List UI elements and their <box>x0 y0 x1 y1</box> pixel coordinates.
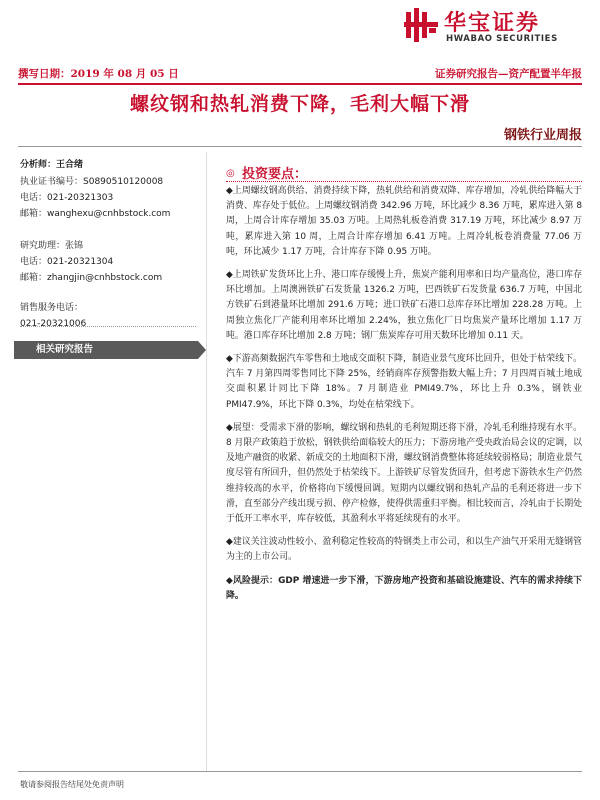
analyst-license: 执业证书编号：S0890510120008 <box>20 177 164 187</box>
sales-phone: 021-20321006 <box>20 319 87 329</box>
risk-warning: ◆风险提示：GDP 增速进一步下滑，下游房地产投资和基础设施建设、汽车的需求持续下降。 <box>226 575 582 601</box>
disclaimer-note: 敬请参阅报告结尾处免责声明 <box>20 780 124 789</box>
brand-name-cn: 华宝证券 <box>444 10 541 36</box>
report-type: 证券研究报告—资产配置半年报 <box>435 68 582 80</box>
analyst-label: 分析师： <box>20 160 57 170</box>
investment-points-heading: 投资要点： <box>242 167 308 182</box>
sidebar-divider <box>20 326 196 327</box>
assistant-name: 研究助理：张锦 <box>20 241 84 251</box>
report-date: 撰写日期：2019 年 08 月 05 日 <box>18 68 179 80</box>
title-divider <box>18 146 582 147</box>
footer-divider <box>18 771 582 772</box>
page-subtitle: 钢铁行业周报 <box>503 128 582 143</box>
investment-points <box>226 184 582 612</box>
brand-name-en: HWABAO SECURITIES <box>446 34 558 44</box>
heading-divider <box>226 181 582 182</box>
related-reports-tab[interactable]: 相关研究报告 <box>14 341 198 359</box>
point-paragraph: ◆上周螺纹钢高供给、消费持续下降，热轧供给和消费双降、库存增加，冷轧供给降幅大于消费、库存处于低位。上周螺纹钢消费 342.96 万吨，环比减少 8.36 万吨，累库进入第 8 周，上周合计库存增加 35.03 万吨。上周热轧板卷消费 317.19 万吨，环比减少 8.97 万吨，累库进入第 10 周，上周合计库存增加 6.41 万吨。上周冷轧板卷消费量 77.06 万吨，环比减少 1.17 万吨，合计库存下降 0.95 万吨。 <box>226 186 582 257</box>
assistant-email[interactable]: 邮箱：zhangjin@cnhbstock.com <box>20 273 163 283</box>
assistant-phone: 电话：021-20321304 <box>20 257 114 267</box>
point-paragraph: ◆上周铁矿发货环比上升、港口库存缓慢上升，焦炭产能利用率和日均产量高位，港口库存环比增加。上周澳洲铁矿石发货量 1326.2 万吨，巴西铁矿石发货量 636.7 万吨，中国北方铁矿石到港量环比增加 291.6 万吨；进口铁矿石港口总库存环比增加 228.28 万吨。上周独立焦化厂产能利用率环比增加 2.24%，独立焦化厂日均焦炭产量环比增加 1.17 万吨。港口库存环比增加 2.8 万吨；钢厂焦炭库存可用天数环比增加 0.11 天。 <box>226 270 582 341</box>
target-icon: ◎ <box>226 168 235 179</box>
page-title: 螺纹钢和热轧消费下降，毛利大幅下滑 <box>129 93 470 115</box>
analyst-name: 王合绪 <box>56 160 84 170</box>
analyst-line <box>20 158 196 173</box>
analyst-email[interactable]: 邮箱：wanghexu@cnhbstock.com <box>20 209 171 219</box>
analyst-phone: 电话：021-20321303 <box>20 193 114 203</box>
header-divider <box>18 83 582 85</box>
hwabao-logo-icon <box>404 8 438 42</box>
column-divider <box>206 152 207 772</box>
point-paragraph: ◆建议关注波动性较小、盈利稳定性较高的特钢类上市公司，和以生产油气开采用无缝钢管为主的上市公司。 <box>226 537 582 563</box>
sales-label: 销售服务电话： <box>20 303 84 313</box>
point-paragraph: ◆展望：受需求下滑的影响，螺纹钢和热轧的毛利短期还将下滑，冷轧毛利维持现有水平。8 月限产政策趋于放松，钢铁供给面临较大的压力；下游房地产受央政治局会议的定调，以及地产融资的收紧、新成交的土地面积下滑，螺纹钢消费整体将延续较弱格局；制造业景气度尽管有所回升，但仍然处于枯荣线下。上游铁矿尽管发货回升，但考虑下游铁水生产仍然维持较高的水平，价格将向下缓慢回调。短期内以螺纹钢和热轧产品的毛利还将进一步下滑，直至部分产线出现亏损、停产检修，使得供需重归平衡。相比较而言，冷轧由于长期处于低开工率水平，库存较低，其盈利水平将延续现有的水平。 <box>226 422 582 525</box>
point-paragraph: ◆下游高频数据汽车零售和土地成交面积下降，制造业景气度环比回升，但处于枯荣线下。汽车 7 月第四周零售同比下降 25%，经销商库存预警指数大幅上升；7 月四周百城土地成交面积累计同比下降 18%。7 月制造业 PMI49.7%，环比上升 0.3%，钢铁业 PMI47.9%，环比下降 0.3%，均处在枯荣线下。 <box>226 354 582 410</box>
